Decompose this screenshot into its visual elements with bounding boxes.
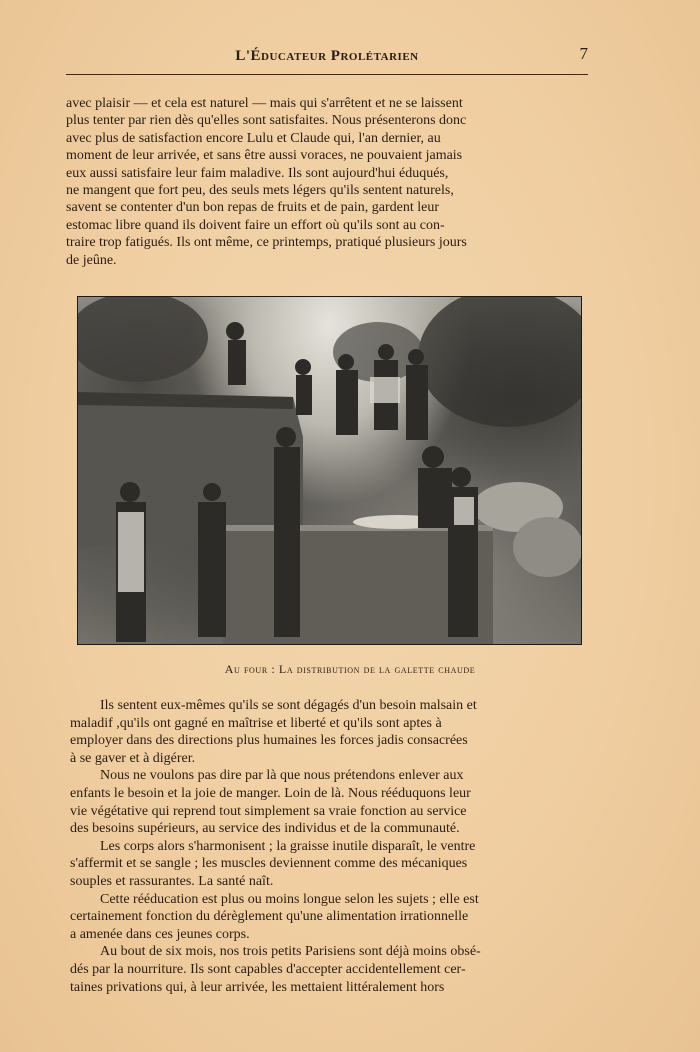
text-line: Ils sentent eux-mêmes qu'ils se sont dégagés d'un besoin malsain et	[100, 698, 477, 713]
text-line: à se gaver et à digérer.	[70, 750, 196, 766]
text-line: dés par la nourriture. Ils sont capables d'accepter accidentellement cer-	[70, 961, 466, 977]
text-line: de jeûne.	[66, 252, 117, 268]
photograph-children-oven	[77, 296, 582, 645]
text-line: Nous ne voulons pas dire par là que nous prétendons enlever aux	[100, 768, 464, 784]
running-title: L'Éducateur Prolétarien	[235, 48, 419, 64]
text-line: a amenée dans ces jeunes corps.	[70, 926, 250, 942]
text-line: s'affermit et se sangle ; les muscles deviennent comme des mécaniques	[70, 856, 468, 872]
text-line: eux aussi satisfaire leur faim maladive. Ils sont aujourd'hui éduqués,	[66, 165, 449, 181]
paragraph	[70, 697, 594, 767]
text-line: vie végétative qui reprend tout simplement sa vraie fonction au service	[70, 803, 467, 819]
text-line: taines privations qui, à leur arrivée, les mettaient littéralement hors	[70, 979, 445, 995]
text-line: savent se contenter d'un bon repas de fruits et de pain, gardent leur	[66, 200, 440, 216]
text-line: des besoins supérieurs, au service des individus et de la communauté.	[70, 821, 460, 837]
text-line: maladif ,qu'ils ont gagné en maîtrise et liberté et qu'ils sont aptes à	[70, 715, 442, 731]
text-line: moment de leur arrivée, et sans être aussi voraces, ne pouvaient jamais	[66, 148, 463, 164]
photo-caption: Au four : La distribution de la galette chaude	[224, 662, 476, 676]
text-line: certainement fonction du dérèglement qu'une alimentation irrationnelle	[70, 909, 469, 925]
paragraph-top	[66, 95, 590, 269]
body-text-bottom	[70, 697, 594, 996]
text-line: ne mangent que fort peu, des seuls mets légers qu'ils sentent naturels,	[66, 183, 454, 199]
text-line: estomac libre quand ils doivent faire un effort où qu'ils sont au con-	[66, 217, 445, 233]
page-header	[66, 44, 588, 75]
page-number: 7	[579, 44, 588, 63]
text-line: avec plaisir — et cela est naturel — mais qui s'arrêtent et ne se laissent	[66, 96, 463, 111]
paragraph	[70, 891, 594, 944]
photo-illustration	[78, 297, 581, 644]
text-line: employer dans des directions plus humaines les forces jadis consacrées	[70, 733, 468, 749]
text-line: plus tenter par rien dès qu'elles sont satisfaites. Nous présenterons donc	[66, 113, 467, 129]
text-line: souples et rassurantes. La santé naît.	[70, 873, 274, 889]
text-line: Cette rééducation est plus ou moins longue selon les sujets ; elle est	[100, 891, 479, 907]
paragraph	[70, 943, 594, 996]
paragraph	[70, 838, 594, 891]
text-line: enfants le besoin et la joie de manger. Loin de là. Nous rééduquons leur	[70, 785, 471, 801]
paragraph	[70, 767, 594, 837]
text-line: Au bout de six mois, nos trois petits Parisiens sont déjà moins obsé-	[100, 944, 481, 960]
text-line: traire trop fatigués. Ils ont même, ce printemps, pratiqué plusieurs jours	[66, 235, 467, 251]
text-line: avec plus de satisfaction encore Lulu et Claude qui, l'an dernier, au	[66, 130, 441, 146]
text-line: Les corps alors s'harmonisent ; la graisse inutile disparaît, le ventre	[100, 838, 476, 854]
